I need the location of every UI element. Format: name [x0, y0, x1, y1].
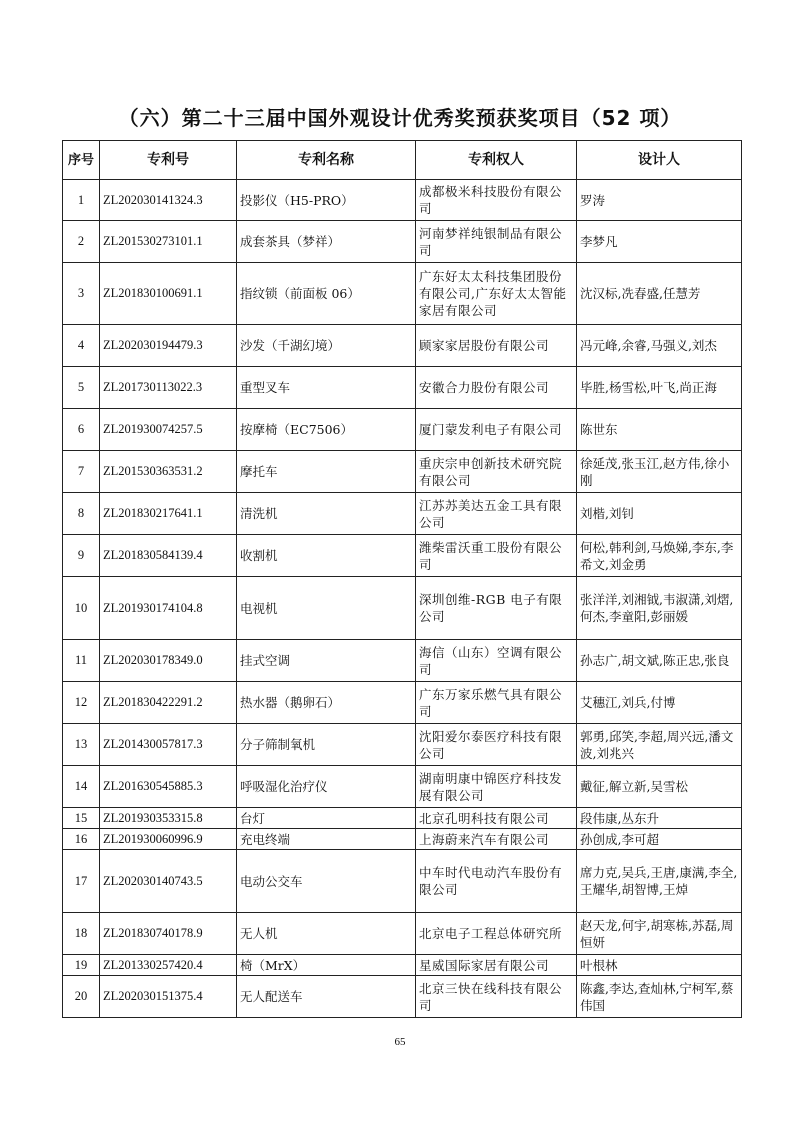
seq-cell: 8 — [63, 493, 100, 535]
patentee-cell: 上海蔚来汽车有限公司 — [416, 829, 577, 850]
patentee-cell: 厦门蒙发利电子有限公司 — [416, 409, 577, 451]
patent-number-cell: ZL201530273101.1 — [100, 221, 237, 263]
designer-cell: 孙志广,胡文斌,陈正忠,张良 — [577, 640, 742, 682]
designer-cell: 段伟康,丛东升 — [577, 808, 742, 829]
table-row — [63, 829, 742, 850]
patentee-cell: 广东好太太科技集团股份有限公司,广东好太太智能家居有限公司 — [416, 263, 577, 325]
seq-cell: 7 — [63, 451, 100, 493]
header-patent-name: 专利名称 — [237, 141, 416, 180]
patent-name-cell: 清洗机 — [237, 493, 416, 535]
patentee-cell: 潍柴雷沃重工股份有限公司 — [416, 535, 577, 577]
patent-number-cell: ZL201330257420.4 — [100, 955, 237, 976]
designer-cell: 赵天龙,何宇,胡寒栋,苏磊,周恒妍 — [577, 913, 742, 955]
patent-name-cell: 指纹锁（前面板 06） — [237, 263, 416, 325]
designer-cell: 沈汉标,冼春盛,任慧芳 — [577, 263, 742, 325]
patentee-cell: 海信（山东）空调有限公司 — [416, 640, 577, 682]
designer-cell: 陈鑫,李达,查灿林,宁柯军,蔡伟国 — [577, 976, 742, 1018]
patent-name-cell: 台灯 — [237, 808, 416, 829]
designer-cell: 陈世东 — [577, 409, 742, 451]
seq-cell: 13 — [63, 724, 100, 766]
seq-cell: 1 — [63, 180, 100, 221]
patentee-cell: 顾家家居股份有限公司 — [416, 325, 577, 367]
table-header-row — [63, 141, 742, 180]
patent-name-cell: 沙发（千湖幻境） — [237, 325, 416, 367]
table-row — [63, 535, 742, 577]
patentee-cell: 湖南明康中锦医疗科技发展有限公司 — [416, 766, 577, 808]
table-row — [63, 766, 742, 808]
table-row — [63, 409, 742, 451]
table-row — [63, 221, 742, 263]
patent-number-cell: ZL201830422291.2 — [100, 682, 237, 724]
patent-name-cell: 无人配送车 — [237, 976, 416, 1018]
designer-cell: 张洋洋,刘湘钺,韦淑潇,刘熠,何杰,李童阳,彭丽媛 — [577, 577, 742, 640]
designer-cell: 徐延茂,张玉江,赵方伟,徐小刚 — [577, 451, 742, 493]
patent-name-cell: 投影仪（H5-PRO） — [237, 180, 416, 221]
patent-number-cell: ZL202030151375.4 — [100, 976, 237, 1018]
patent-number-cell: ZL201930060996.9 — [100, 829, 237, 850]
patentee-cell: 广东万家乐燃气具有限公司 — [416, 682, 577, 724]
designer-cell: 罗涛 — [577, 180, 742, 221]
patent-name-cell: 收割机 — [237, 535, 416, 577]
table-row — [63, 180, 742, 221]
table-row — [63, 955, 742, 976]
patentee-cell: 北京三快在线科技有限公司 — [416, 976, 577, 1018]
table-row — [63, 724, 742, 766]
seq-cell: 3 — [63, 263, 100, 325]
table-row — [63, 577, 742, 640]
patent-name-cell: 摩托车 — [237, 451, 416, 493]
seq-cell: 11 — [63, 640, 100, 682]
patentee-cell: 河南梦祥纯银制品有限公司 — [416, 221, 577, 263]
seq-cell: 15 — [63, 808, 100, 829]
patent-name-cell: 分子筛制氧机 — [237, 724, 416, 766]
patent-number-cell: ZL201630545885.3 — [100, 766, 237, 808]
header-patent-number: 专利号 — [100, 141, 237, 180]
patent-number-cell: ZL202030141324.3 — [100, 180, 237, 221]
patent-number-cell: ZL201930074257.5 — [100, 409, 237, 451]
designer-cell: 艾穗江,刘兵,付博 — [577, 682, 742, 724]
patent-number-cell: ZL202030140743.5 — [100, 850, 237, 913]
designer-cell: 戴征,解立新,吴雪松 — [577, 766, 742, 808]
seq-cell: 20 — [63, 976, 100, 1018]
designer-cell: 郭勇,邱笑,李超,周兴远,潘文波,刘兆兴 — [577, 724, 742, 766]
patent-number-cell: ZL201430057817.3 — [100, 724, 237, 766]
patent-name-cell: 重型叉车 — [237, 367, 416, 409]
designer-cell: 孙创成,李可超 — [577, 829, 742, 850]
patent-number-cell: ZL201530363531.2 — [100, 451, 237, 493]
seq-cell: 17 — [63, 850, 100, 913]
patent-name-cell: 椅（MrX） — [237, 955, 416, 976]
patent-number-cell: ZL201830584139.4 — [100, 535, 237, 577]
patent-name-cell: 按摩椅（EC7506） — [237, 409, 416, 451]
designer-cell: 叶根林 — [577, 955, 742, 976]
patent-name-cell: 电视机 — [237, 577, 416, 640]
seq-cell: 5 — [63, 367, 100, 409]
table-row — [63, 493, 742, 535]
patent-name-cell: 无人机 — [237, 913, 416, 955]
patentee-cell: 星威国际家居有限公司 — [416, 955, 577, 976]
patent-name-cell: 热水器（鹅卵石） — [237, 682, 416, 724]
designer-cell: 何松,韩利剑,马焕娣,李东,李希文,刘金勇 — [577, 535, 742, 577]
seq-cell: 2 — [63, 221, 100, 263]
patentee-cell: 江苏苏美达五金工具有限公司 — [416, 493, 577, 535]
patent-number-cell: ZL202030178349.0 — [100, 640, 237, 682]
designer-cell: 李梦凡 — [577, 221, 742, 263]
patent-number-cell: ZL201930353315.8 — [100, 808, 237, 829]
designer-cell: 冯元峰,余睿,马强义,刘杰 — [577, 325, 742, 367]
patentee-cell: 成都极米科技股份有限公司 — [416, 180, 577, 221]
patentee-cell: 北京电子工程总体研究所 — [416, 913, 577, 955]
table-row — [63, 913, 742, 955]
patentee-cell: 重庆宗申创新技术研究院有限公司 — [416, 451, 577, 493]
seq-cell: 9 — [63, 535, 100, 577]
seq-cell: 14 — [63, 766, 100, 808]
page-title: （六）第二十三届中国外观设计优秀奖预获奖项目（52 项） — [118, 106, 682, 130]
table-row — [63, 325, 742, 367]
table-row — [63, 976, 742, 1018]
patent-number-cell: ZL201830100691.1 — [100, 263, 237, 325]
seq-cell: 16 — [63, 829, 100, 850]
patent-number-cell: ZL201830740178.9 — [100, 913, 237, 955]
patentee-cell: 北京孔明科技有限公司 — [416, 808, 577, 829]
patent-number-cell: ZL201930174104.8 — [100, 577, 237, 640]
awards-table — [62, 140, 742, 1018]
page-number: 65 — [394, 1036, 406, 1048]
table-row — [63, 640, 742, 682]
seq-cell: 4 — [63, 325, 100, 367]
seq-cell: 6 — [63, 409, 100, 451]
patent-name-cell: 充电终端 — [237, 829, 416, 850]
table-row — [63, 808, 742, 829]
header-seq: 序号 — [63, 141, 100, 180]
patentee-cell: 沈阳爱尔泰医疗科技有限公司 — [416, 724, 577, 766]
table-row — [63, 367, 742, 409]
patentee-cell: 中车时代电动汽车股份有限公司 — [416, 850, 577, 913]
seq-cell: 12 — [63, 682, 100, 724]
patentee-cell: 深圳创维-RGB 电子有限公司 — [416, 577, 577, 640]
table-row — [63, 451, 742, 493]
table-row — [63, 682, 742, 724]
seq-cell: 10 — [63, 577, 100, 640]
designer-cell: 刘楷,刘钊 — [577, 493, 742, 535]
patent-name-cell: 呼吸湿化治疗仪 — [237, 766, 416, 808]
patent-name-cell: 电动公交车 — [237, 850, 416, 913]
designer-cell: 席力克,吴兵,王唐,康满,李全,王耀华,胡智博,王焯 — [577, 850, 742, 913]
designer-cell: 毕胜,杨雪松,叶飞,尚正海 — [577, 367, 742, 409]
header-designer: 设计人 — [577, 141, 742, 180]
seq-cell: 18 — [63, 913, 100, 955]
table-row — [63, 850, 742, 913]
table-row — [63, 263, 742, 325]
patent-name-cell: 成套茶具（梦祥） — [237, 221, 416, 263]
patent-number-cell: ZL201830217641.1 — [100, 493, 237, 535]
patentee-cell: 安徽合力股份有限公司 — [416, 367, 577, 409]
patent-name-cell: 挂式空调 — [237, 640, 416, 682]
seq-cell: 19 — [63, 955, 100, 976]
patent-number-cell: ZL201730113022.3 — [100, 367, 237, 409]
header-patentee: 专利权人 — [416, 141, 577, 180]
patent-number-cell: ZL202030194479.3 — [100, 325, 237, 367]
